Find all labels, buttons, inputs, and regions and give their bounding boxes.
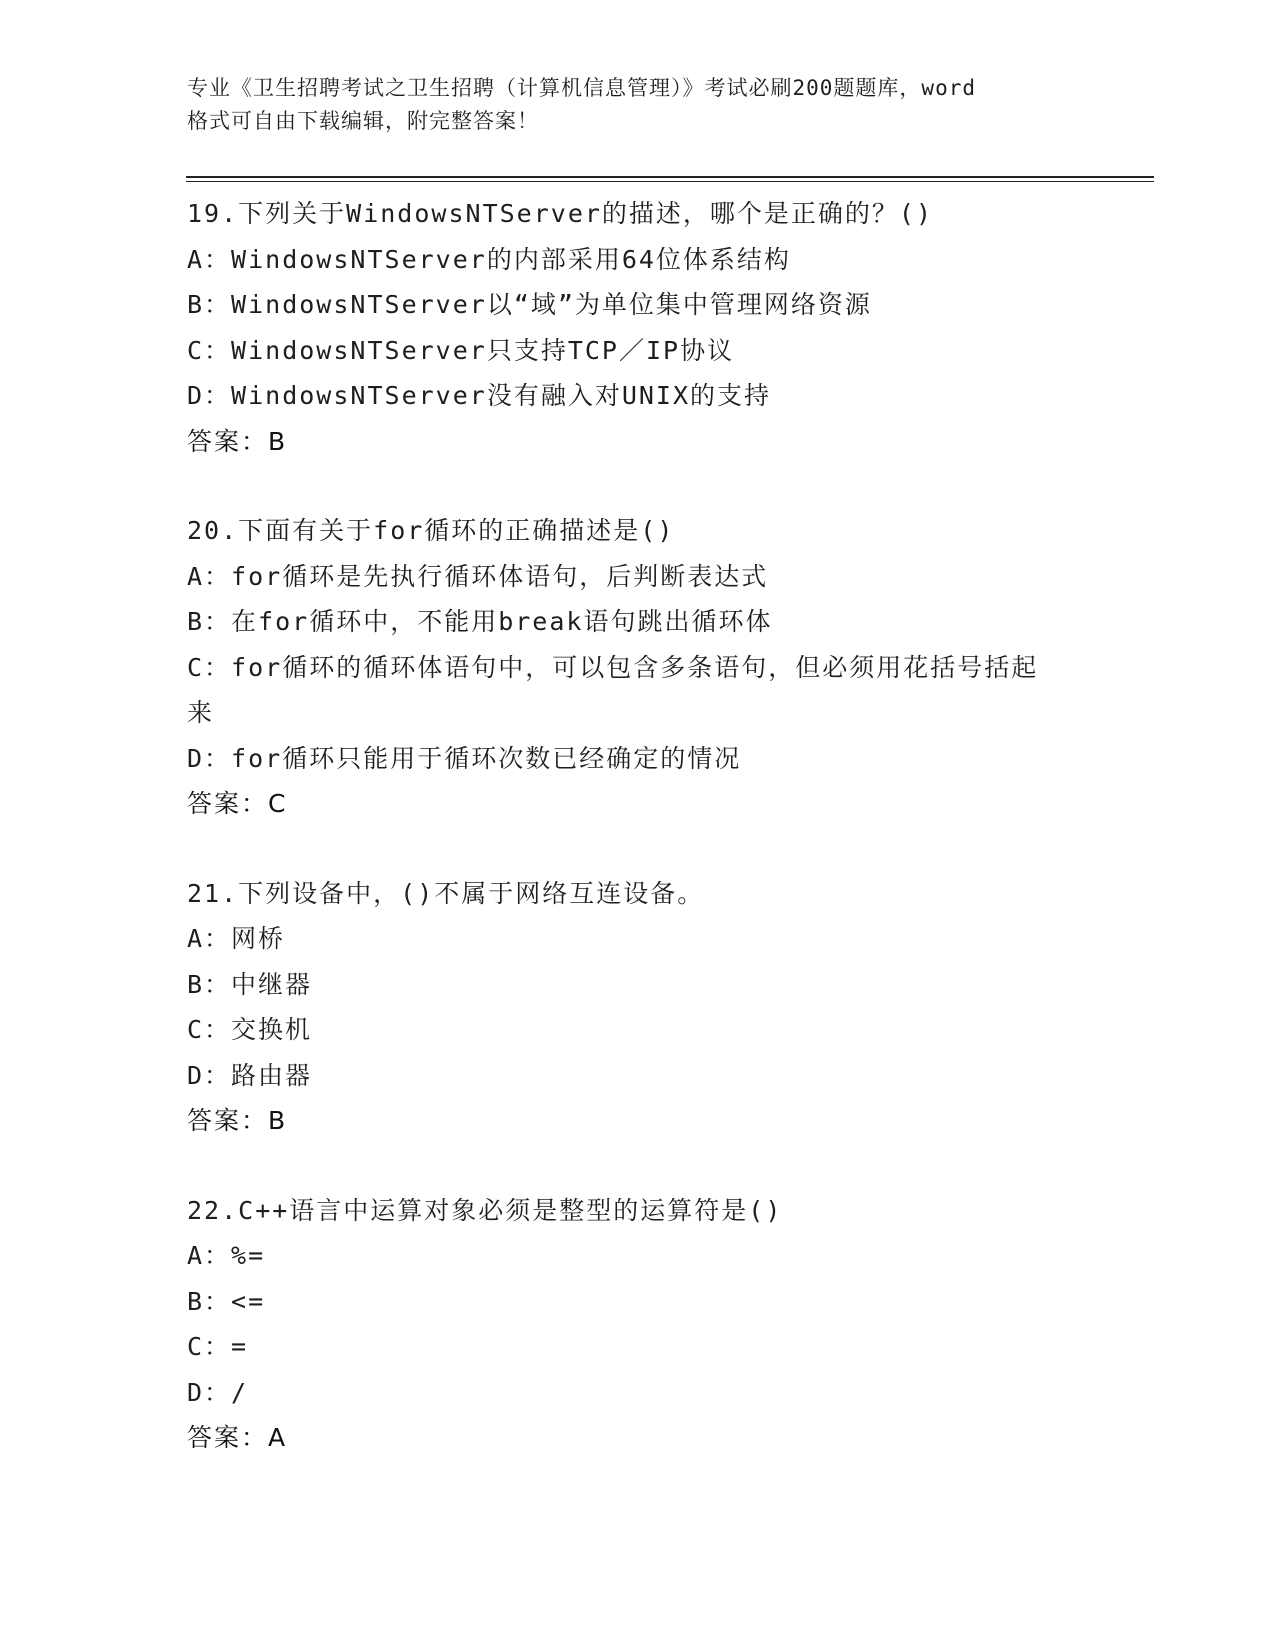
option-b: B：WindowsNTServer以“域”为单位集中管理网络资源 [187, 290, 872, 319]
question-20 [187, 508, 1087, 827]
question-stem: 20.下面有关于for循环的正确描述是() [187, 516, 675, 545]
question-22 [187, 1188, 1087, 1461]
option-d: D：WindowsNTServer没有融入对UNIX的支持 [187, 381, 772, 410]
option-a: A：%= [187, 1241, 266, 1270]
option-d: D：for循环只能用于循环次数已经确定的情况 [187, 743, 742, 773]
document-header [187, 72, 1087, 138]
question-19 [187, 191, 1087, 464]
answer: 答案：B [187, 1106, 288, 1135]
question-stem: 22.C++语言中运算对象必须是整型的运算符是() [187, 1195, 783, 1225]
option-b: B：中继器 [187, 969, 313, 999]
answer: 答案：A [187, 1423, 288, 1452]
option-c: C：for循环的循环体语句中，可以包含多条语句，但必须用花括号括起来 [187, 652, 1039, 727]
question-stem: 21.下列设备中，()不属于网络互连设备。 [187, 878, 705, 908]
question-list [187, 191, 1087, 1505]
option-c: C：交换机 [187, 1015, 313, 1044]
option-a: A：for循环是先执行循环体语句，后判断表达式 [187, 561, 769, 591]
answer: 答案：B [187, 426, 288, 456]
question-stem: 19.下列关于WindowsNTServer的描述，哪个是正确的？() [187, 199, 934, 228]
header-line-1: 专业《卫生招聘考试之卫生招聘（计算机信息管理）》考试必刷200题题库，word [187, 76, 976, 100]
header-divider-thin [186, 181, 1154, 182]
option-d: D：路由器 [187, 1060, 313, 1090]
option-a: A：网桥 [187, 924, 286, 953]
header-line-2: 格式可自由下载编辑，附完整答案！ [187, 109, 539, 133]
question-21 [187, 871, 1087, 1144]
option-a: A：WindowsNTServer的内部采用64位体系结构 [187, 244, 791, 274]
header-divider-thick [186, 176, 1154, 178]
answer: 答案：C [187, 789, 288, 818]
option-c: C：= [187, 1332, 249, 1361]
option-c: C：WindowsNTServer只支持TCP／IP协议 [187, 335, 735, 365]
option-b: B：在for循环中，不能用break语句跳出循环体 [187, 607, 773, 636]
option-b: B：<= [187, 1286, 266, 1316]
option-d: D：/ [187, 1377, 249, 1407]
